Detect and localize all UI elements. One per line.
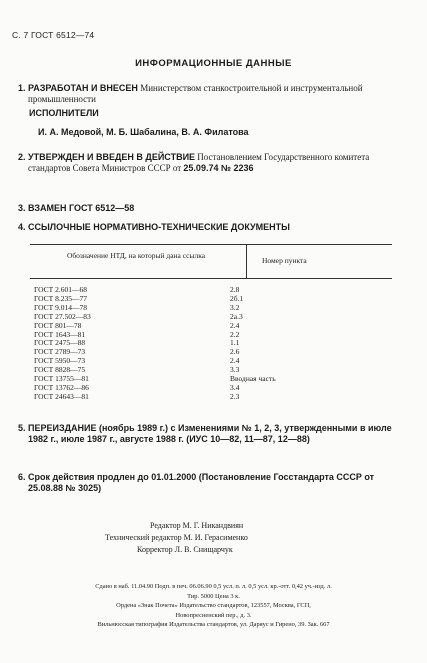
- table-document-column: [34, 286, 91, 402]
- section-2: [18, 152, 410, 174]
- section-2-date: 25.09.74 № 2236: [183, 163, 254, 173]
- section-2-heading: УТВЕРЖДЕН И ВВЕДЕН В ДЕЙСТВИЕ: [28, 152, 196, 162]
- section-1: [18, 83, 410, 105]
- table-document-cell: ГОСТ 2789—73: [34, 347, 86, 357]
- section-2-text: Постановлением Государственного комитета стандартов Совета Министров СССР от: [28, 152, 370, 173]
- executors-names: И. А. Медовой, М. Б. Шабалина, В. А. Филатова: [38, 127, 249, 137]
- editor-line: Редактор М. Г. Никандвиян: [150, 521, 244, 530]
- section-5: [18, 423, 410, 445]
- table-document-cell: ГОСТ 8828—75: [34, 365, 86, 375]
- table-document-cell: ГОСТ 801—78: [34, 320, 82, 330]
- page-header: С. 7 ГОСТ 6512—74: [12, 30, 95, 40]
- section-3-number: 3.: [18, 203, 26, 213]
- executors-label: ИСПОЛНИТЕЛИ: [29, 108, 99, 118]
- section-6-text: Срок действия продлен до 01.01.2000 (Постановление Госстандарта СССР от 25.08.88 № 3025): [28, 472, 375, 493]
- table-document-cell: ГОСТ 13762—86: [34, 382, 89, 392]
- table-header-clause: Номер пункта: [262, 256, 307, 265]
- section-4-number: 4.: [18, 222, 26, 232]
- section-2-number: 2.: [18, 152, 26, 162]
- document-title: ИНФОРМАЦИОННЫЕ ДАННЫЕ: [135, 58, 292, 69]
- section-4-text: ССЫЛОЧНЫЕ НОРМАТИВНО-ТЕХНИЧЕСКИЕ ДОКУМЕНТЫ: [28, 222, 290, 232]
- table-document-cell: ГОСТ 9.014—78: [34, 302, 87, 312]
- section-3-text: ВЗАМЕН ГОСТ 6512—58: [28, 203, 135, 213]
- table-document-cell: ГОСТ 2.601—68: [34, 285, 87, 294]
- section-6-number: 6.: [18, 472, 26, 482]
- table-clause-cell: Вводная часть: [230, 374, 276, 384]
- table-top-border: [30, 244, 392, 245]
- section-1-text: Министерством станкостроительной и инструментальной промышленности: [28, 83, 363, 104]
- table-document-cell: ГОСТ 13755—81: [34, 374, 89, 384]
- imprint-line-5: Вильнюсская типография Издательства стандартов, ул. Даряус и Гирено, 39. Зак. 667: [97, 621, 330, 628]
- section-1-heading: РАЗРАБОТАН И ВНЕСЕН: [28, 83, 138, 93]
- table-clause-cell: 2.6: [230, 347, 240, 357]
- table-header-document: Обозначение НТД, на который дана ссылка: [66, 251, 206, 260]
- imprint-line-3: Ордена «Знак Почета» Издательство стандартов, 123557, Москва, ГСП,: [116, 602, 311, 609]
- table-header-divider: [246, 244, 247, 278]
- table-clause-cell: 3.2: [230, 302, 240, 312]
- imprint-block: [0, 582, 427, 630]
- table-clause-cell: 2.4: [230, 320, 240, 330]
- table-clause-cell: 2.2: [230, 329, 240, 339]
- table-clause-cell: 2б.1: [230, 293, 244, 303]
- section-3: [18, 203, 410, 214]
- section-5-text: ПЕРЕИЗДАНИЕ (ноябрь 1989 г.) с Изменениями № 1, 2, 3, утвержденными в июле 1982 г., июле 1987 г., августе 1988 г. (ИУС 10—82, 11—87, 12—88): [28, 423, 392, 444]
- table-clause-cell: 3.4: [230, 382, 240, 392]
- section-6: [18, 472, 410, 494]
- imprint-line-4: Новопресненский пер., д. 3.: [175, 611, 252, 619]
- table-clause-column: [230, 286, 276, 402]
- technical-editor-line: Технический редактор М. И. Герасименко: [105, 533, 248, 542]
- table-clause-cell: 1.1: [230, 338, 240, 348]
- table-clause-cell: 2а.3: [230, 311, 243, 321]
- table-clause-cell: 2.3: [230, 391, 240, 401]
- table-document-cell: ГОСТ 2475—88: [34, 338, 86, 348]
- table-clause-cell: 2.4: [230, 356, 240, 366]
- credits-block: [0, 520, 427, 556]
- section-4: [18, 222, 410, 233]
- proofreader-line: Корректор Л. В. Снищарчук: [137, 545, 233, 554]
- table-document-cell: ГОСТ 5950—73: [34, 356, 86, 366]
- imprint-line-2: Тир. 5000 Цена 3 к.: [187, 592, 240, 600]
- table-clause-cell: 2.8: [230, 285, 240, 294]
- section-1-number: 1.: [18, 83, 26, 93]
- table-document-cell: ГОСТ 8.235—77: [34, 293, 87, 303]
- table-document-cell: ГОСТ 27.502—83: [34, 311, 91, 321]
- section-5-number: 5.: [18, 423, 26, 433]
- table-header-border: [30, 278, 392, 279]
- imprint-line-1: Сдано в наб. 11.04.90 Подп. в печ. 06.06.90 0,5 усл. п. л. 0,5 усл. кр.-отт. 0,42 уч.-изд. л.: [95, 583, 332, 590]
- table-clause-cell: 3.3: [230, 365, 240, 375]
- table-document-cell: ГОСТ 24643—81: [34, 391, 89, 401]
- table-document-cell: ГОСТ 1643—81: [34, 329, 86, 339]
